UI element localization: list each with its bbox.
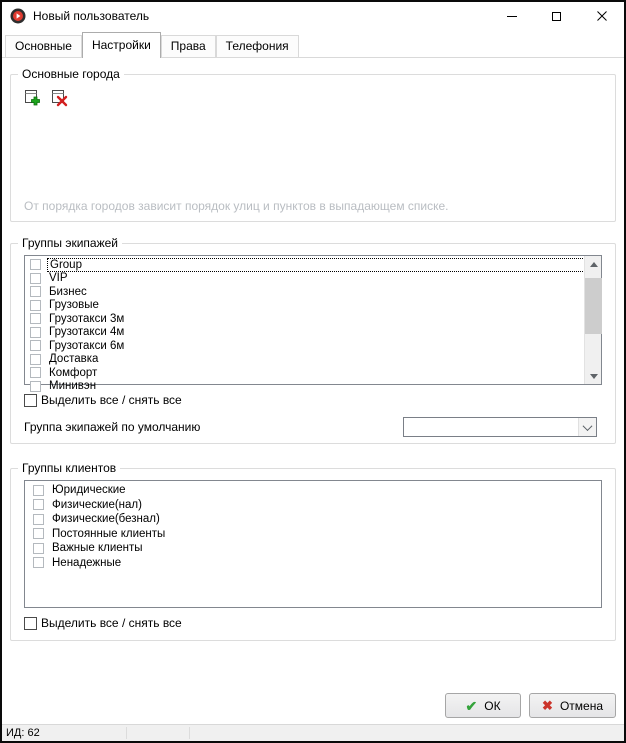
crew-groups-list[interactable] (24, 255, 602, 393)
list-item[interactable] (25, 512, 601, 527)
client-groups-list[interactable] (24, 480, 602, 608)
close-icon (597, 11, 607, 21)
item-checkbox[interactable] (33, 528, 44, 539)
item-checkbox[interactable] (30, 340, 41, 351)
crew-groups-rows (25, 256, 601, 393)
list-item[interactable] (25, 366, 601, 380)
arrow-up-icon (590, 262, 598, 267)
list-item[interactable] (25, 312, 601, 326)
crew-select-all-row (24, 393, 615, 407)
item-checkbox[interactable] (30, 300, 41, 311)
tab[interactable] (5, 35, 82, 57)
status-separator (189, 727, 190, 739)
item-checkbox[interactable] (33, 557, 44, 568)
item-label: VIP (49, 272, 68, 285)
list-item[interactable] (25, 353, 601, 367)
status-bar (2, 724, 624, 741)
list-item[interactable] (25, 541, 601, 556)
client-groups-group (10, 461, 616, 641)
list-item[interactable] (25, 498, 601, 513)
item-label: Ненадежные (52, 556, 122, 569)
client-select-all-checkbox[interactable] (24, 617, 37, 630)
check-icon: ✔ (465, 697, 478, 714)
item-label: Грузотакси 3м (49, 312, 125, 325)
item-label: Минивэн (49, 380, 97, 393)
status-id-text: ИД: 62 (6, 727, 40, 739)
maximize-icon (552, 12, 561, 21)
ok-button-label: ОК (484, 698, 501, 713)
dialog-button-row (10, 693, 616, 724)
crew-select-all-checkbox[interactable] (24, 394, 37, 407)
chevron-down-icon (583, 421, 593, 431)
item-label: Доставка (49, 353, 99, 366)
client-groups-rows (25, 481, 601, 570)
list-item[interactable] (25, 272, 601, 286)
item-label: Грузовые (49, 299, 99, 312)
tab-label: Права (170, 39, 206, 53)
crew-select-all-label: Выделить все / снять все (41, 393, 182, 407)
item-checkbox[interactable] (33, 514, 44, 525)
item-checkbox[interactable] (33, 499, 44, 510)
tab-label: Телефония (225, 39, 289, 53)
cancel-button[interactable] (529, 693, 616, 718)
tab-page-settings (2, 58, 624, 724)
ok-button[interactable] (445, 693, 521, 718)
window-title: Новый пользователь (33, 9, 150, 23)
item-checkbox[interactable] (30, 313, 41, 324)
item-checkbox[interactable] (30, 286, 41, 297)
item-label: Бизнес (49, 285, 87, 298)
client-select-all-label: Выделить все / снять все (41, 616, 182, 630)
delete-city-icon (51, 89, 68, 106)
main-cities-group (10, 67, 616, 222)
client-select-all-row (24, 616, 615, 630)
item-checkbox[interactable] (30, 367, 41, 378)
maximize-button[interactable] (534, 3, 579, 29)
list-item[interactable] (25, 285, 601, 299)
default-crew-group-row (24, 417, 597, 437)
tab-label: Основные (15, 39, 72, 53)
item-checkbox[interactable] (30, 381, 41, 392)
item-label: Физические(нал) (52, 498, 142, 511)
app-icon (10, 8, 26, 24)
add-city-icon (24, 89, 41, 106)
default-crew-group-label: Группа экипажей по умолчанию (24, 420, 201, 434)
item-checkbox[interactable] (30, 354, 41, 365)
list-item[interactable] (25, 339, 601, 353)
tab-label: Настройки (91, 37, 151, 52)
list-item[interactable] (25, 299, 601, 313)
delete-city-button[interactable] (51, 89, 68, 106)
list-item[interactable] (25, 483, 601, 498)
list-item[interactable] (25, 527, 601, 542)
scroll-down-button[interactable] (585, 368, 602, 384)
item-label: Group (50, 258, 82, 271)
cities-hint-text: От порядка городов зависит порядок улиц и пунктов в выпадающем списке. (24, 199, 449, 213)
tab[interactable] (216, 35, 299, 57)
item-label: Постоянные клиенты (52, 527, 166, 540)
minimize-icon (507, 16, 517, 17)
item-checkbox[interactable] (30, 273, 41, 284)
tab-bar (2, 30, 624, 58)
add-city-button[interactable] (24, 89, 41, 106)
item-label: Важные клиенты (52, 542, 143, 555)
cross-icon: ✖ (542, 698, 553, 713)
client-groups-title: Группы клиентов (18, 461, 120, 475)
minimize-button[interactable] (489, 3, 534, 29)
item-checkbox[interactable] (33, 543, 44, 554)
item-label: Грузотакси 6м (49, 339, 125, 352)
item-checkbox[interactable] (30, 259, 41, 270)
tab[interactable] (82, 32, 161, 58)
list-item[interactable] (25, 556, 601, 571)
scrollbar-thumb[interactable] (585, 278, 602, 334)
scroll-up-button[interactable] (585, 256, 602, 272)
list-item[interactable] (25, 258, 601, 272)
default-crew-group-select[interactable] (403, 417, 597, 437)
main-cities-toolbar (24, 89, 615, 106)
combo-dropdown-button[interactable] (578, 418, 596, 436)
crew-groups-title: Группы экипажей (18, 236, 122, 250)
crew-groups-group (10, 236, 616, 444)
close-button[interactable] (579, 3, 624, 29)
item-label: Физические(безнал) (52, 513, 160, 526)
tab[interactable] (161, 35, 216, 57)
vertical-scrollbar[interactable] (584, 256, 601, 384)
title-bar (2, 2, 624, 30)
item-label: Комфорт (49, 366, 98, 379)
item-label: Юридические (52, 484, 126, 497)
item-checkbox[interactable] (33, 485, 44, 496)
main-cities-title: Основные города (18, 67, 124, 81)
item-label: Грузотакси 4м (49, 326, 125, 339)
list-item[interactable] (25, 326, 601, 340)
arrow-down-icon (590, 374, 598, 379)
cancel-button-label: Отмена (559, 698, 603, 713)
item-checkbox[interactable] (30, 327, 41, 338)
list-item[interactable] (25, 380, 601, 394)
status-separator (126, 727, 127, 739)
